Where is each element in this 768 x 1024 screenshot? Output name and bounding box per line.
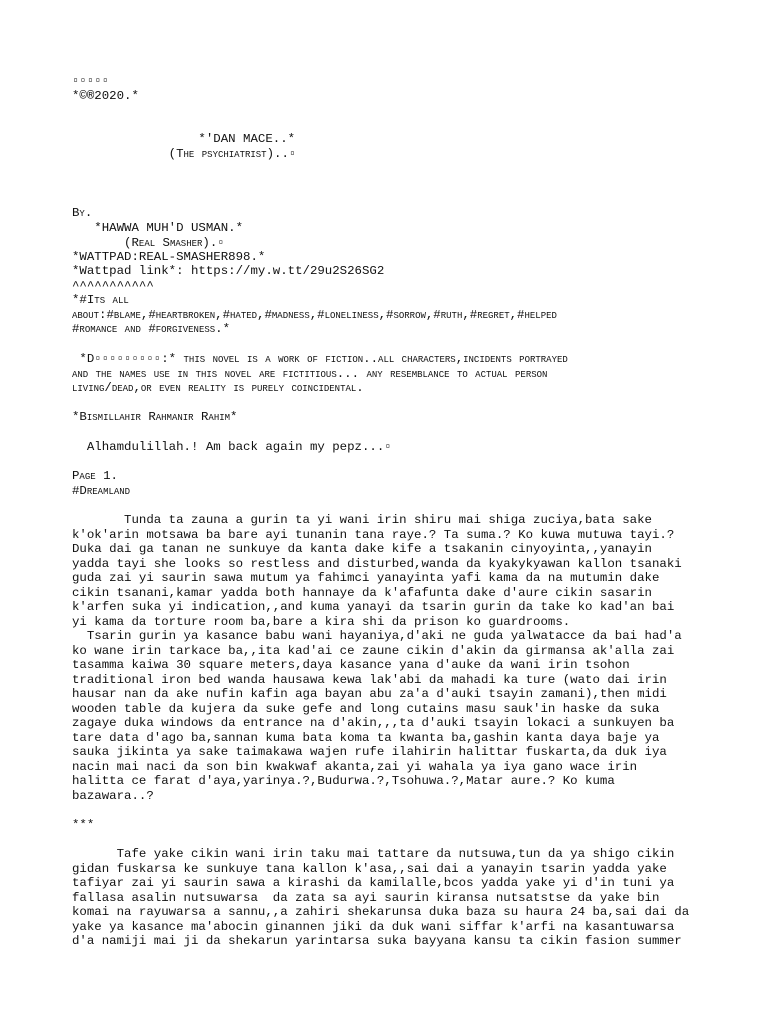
text-line: d'a namiji mai ji da shekarun yarintarsa suka bayyana kansu ta cikin fasion summer: [72, 934, 682, 948]
text-line: Page 1.: [72, 469, 118, 483]
text-line: and the names use in this novel are fictitious... any resemblance to actual person: [72, 367, 548, 381]
text-line: Tafe yake cikin wani irin taku mai tattare da nutsuwa,tun da ya shigo cikin: [72, 847, 675, 861]
text-line: yadda tayi she looks so restless and disturbed,wanda da kyakykyawan kallon tsanaki: [72, 557, 682, 571]
text-line: ko wane irin tarkace ba,,ita kad'ai ce zaune cikin d'akin da girmansa ak'alla zai: [72, 644, 675, 658]
text-line: #romance and #forgiveness.*: [72, 322, 231, 336]
text-line: Alhamdulillah.! Am back again my pepz...▫: [72, 440, 392, 454]
text-line: traditional iron bed wanda hausawa kewa lak'abi da mahadi ka ture (wato dai irin: [72, 673, 667, 687]
text-line: (Real Smasher).▫: [72, 236, 225, 250]
text-line: yake ya kasance ma'abocin ginannen jiki da duk wani siffar k'arfi na kasantuwarsa: [72, 920, 675, 934]
text-line: *WATTPAD:REAL-SMASHER898.*: [72, 250, 266, 264]
text-line: wooden table da kujera da suke gefe and long cutains masu sauk'in haske da suka: [72, 702, 660, 716]
text-line: Tunda ta zauna a gurin ta yi wani irin shiru mai shiga zuciya,bata sake: [72, 513, 652, 527]
text-line: zagaye duka windows da entrance na d'akin,,,ta d'auki tsayin lokaci a sunkuyen ba: [72, 716, 675, 730]
text-line: Duka dai ga tanan ne sunkuye da kanta dake kife a tsakanin cinyoyinta,,yanayin: [72, 542, 652, 556]
text-line: By.: [72, 206, 93, 220]
text-line: tasamma kaiwa 30 square meters,daya kasance yana d'auke da wani irin tsohon: [72, 658, 630, 672]
text-line: ***: [72, 818, 95, 832]
text-line: about:#blame,#heartbroken,#hated,#madness,#loneliness,#sorrow,#ruth,#regret,#helped: [72, 308, 557, 322]
text-line: ▫▫▫▫▫: [72, 74, 110, 88]
text-line: (The psychiatrist)..▫: [72, 147, 297, 161]
text-line: k'arfen suka yi indication,,and kuma yanayi da tsarin gurin da take ko kad'an bai: [72, 600, 675, 614]
text-line: sauka jikinta ya sake taimakawa wajen rufe ilahirin halittar fuskarta,da duk iya: [72, 745, 667, 759]
text-line: *D▫▫▫▫▫▫▫▫▫:* this novel is a work of fiction..all characters,incidents portrayed: [72, 352, 568, 366]
text-line: nacin mai naci da son bin kwakwaf akanta,zai yi wahala ya iya gano wace irin: [72, 760, 638, 774]
text-line: halitta ce farat d'aya,yarinya.?,Budurwa.?,Tsohuwa.?,Matar aure.? Ko kuma: [72, 774, 615, 788]
text-line: yi kama da torture room ba,bare a kira shi da prison ko guardrooms.: [72, 615, 571, 629]
text-line: *©®2020.*: [72, 89, 139, 103]
text-line: cikin tsanani,kamar yadda both hannaye da k'afafunta dake d'aure cikin sasarin: [72, 586, 652, 600]
text-line: ^^^^^^^^^^^: [72, 279, 154, 293]
text-line: hausar nan da ake nufin kafin aga bayan abu za'a d'auki tsayin zamani),then midi: [72, 687, 667, 701]
text-line: *HAWWA MUH'D USMAN.*: [72, 221, 244, 235]
text-line: k'ok'arin motsawa ba bare ayi tunanin tana raye.? Ta suma.? Ko kuwa mutuwa tayi.?: [72, 528, 675, 542]
text-line: bazawara..?: [72, 789, 154, 803]
text-line: *'DAN MACE..*: [72, 132, 296, 146]
text-line: living/dead,or even reality is purely coincidental.: [72, 381, 364, 395]
text-line: *Bismillahir Rahmanir Rahim*: [72, 410, 238, 424]
text-line: *Wattpad link*: https://my.w.tt/29u2S26SG2: [72, 264, 385, 278]
text-line: *#Its all: [72, 293, 129, 307]
text-line: #Dreamland: [72, 484, 131, 498]
text-line: komai na rayuwarsa a sannu,,a zahiri shekarunsa duka baza su haura 24 ba,sai dai da: [72, 905, 690, 919]
text-line: fallasa asalin nutsuwarsa da zata sa ayi saurin kiransa nutsatstse da yake bin: [72, 891, 660, 905]
text-line: tafiyar zai yi saurin sawa a kirashi da kamilalle,bcos yadda yake yi d'in tuni ya: [72, 876, 675, 890]
text-line: guda zai yi saurin sawa mutum ya fahimci yanayinta yafi kama da na mutumin dake: [72, 571, 660, 585]
text-line: Tsarin gurin ya kasance babu wani hayaniya,d'aki ne guda yalwatacce da bai had'a: [72, 629, 682, 643]
text-line: gidan fuskarsa ke sunkuye tana kallon k'asa,,sai dai a yanayin tsarin yadda yake: [72, 862, 667, 876]
text-line: tare data d'ago ba,sannan kuma bata koma ta kwanta ba,gashin kanta daya baje ya: [72, 731, 660, 745]
